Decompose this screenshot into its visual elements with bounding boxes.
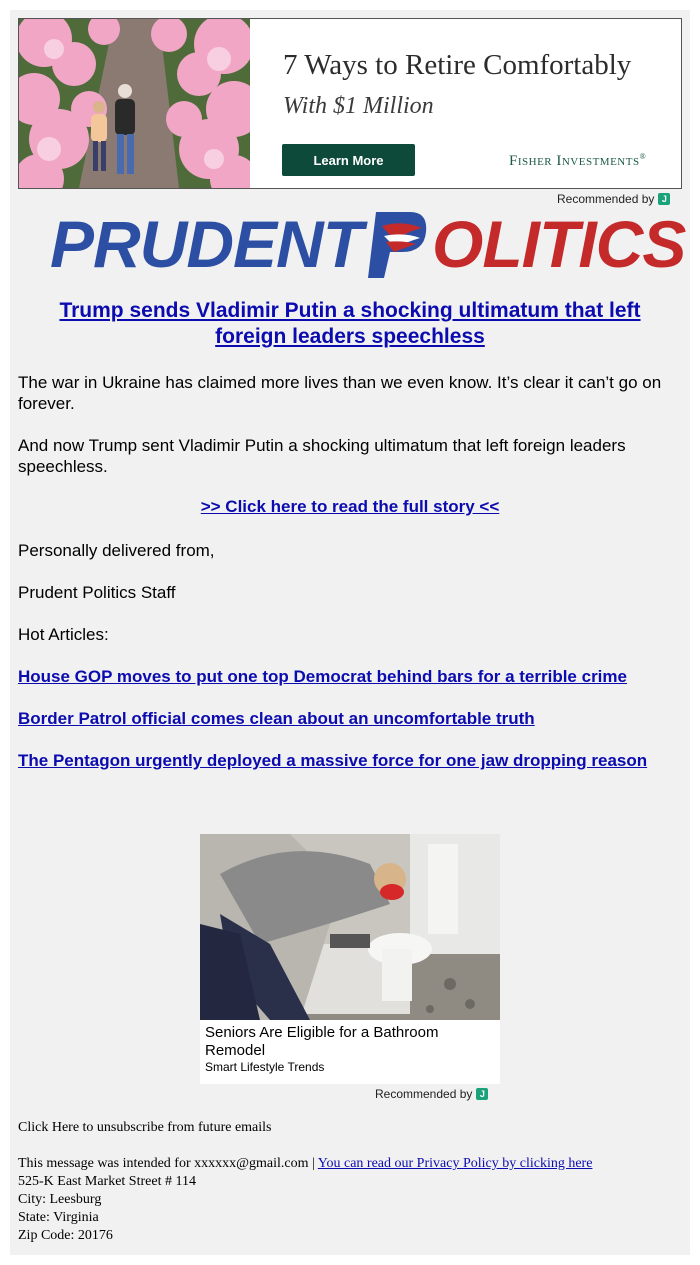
footer-state: State: Virginia bbox=[18, 1210, 99, 1225]
ad-source: Smart Lifestyle Trends bbox=[205, 1060, 325, 1074]
ad-brand-text: Fisher Investments bbox=[509, 153, 640, 169]
footer-zip: Zip Code: 20176 bbox=[18, 1228, 113, 1243]
hot-article-link-3[interactable]: The Pentagon urgently deployed a massive force for one jaw dropping reason bbox=[18, 751, 648, 770]
logo-text-prudent: PRUDENT bbox=[50, 207, 363, 281]
article-paragraph-1: The war in Ukraine has claimed more lives than we even know. It’s clear it can’t go on forever. bbox=[18, 373, 662, 413]
footer-address: 525-K East Market Street # 114 bbox=[18, 1174, 196, 1189]
intended-recipient-text: This message was intended for xxxxxx@gmail.com bbox=[18, 1156, 309, 1171]
ad-photo-couple-walking bbox=[19, 19, 250, 188]
ad-brand-name bbox=[509, 152, 646, 170]
signoff-line-1: Personally delivered from, bbox=[18, 541, 215, 560]
hot-articles-label: Hot Articles: bbox=[18, 625, 109, 644]
logo-eagle-p-icon bbox=[362, 206, 432, 282]
ad-subheadline: With $1 Million bbox=[283, 93, 434, 119]
footer-separator: | bbox=[312, 1156, 315, 1171]
footer-intended-line bbox=[18, 1156, 592, 1172]
ad-photo-bathroom-remodel bbox=[200, 834, 500, 1020]
email-body bbox=[10, 10, 690, 1255]
learn-more-button[interactable]: Learn More bbox=[282, 144, 415, 176]
recommended-by-top[interactable] bbox=[557, 192, 670, 206]
recommended-label: Recommended by bbox=[375, 1087, 473, 1101]
article-paragraph-2: And now Trump sent Vladimir Putin a shocking ultimatum that left foreign leaders speechless. bbox=[18, 436, 626, 476]
recommended-label: Recommended by bbox=[557, 192, 655, 206]
hot-article-link-2[interactable]: Border Patrol official comes clean about an uncomfortable truth bbox=[18, 709, 535, 728]
footer-city: City: Leesburg bbox=[18, 1192, 102, 1207]
registered-mark: ® bbox=[639, 152, 647, 161]
recommender-badge-icon: J bbox=[476, 1088, 488, 1100]
privacy-policy-link[interactable]: You can read our Privacy Policy by clicking here bbox=[317, 1156, 593, 1171]
read-full-story-link[interactable]: >> Click here to read the full story << bbox=[200, 497, 500, 516]
bottom-ad-card[interactable] bbox=[200, 834, 500, 1084]
ad-headline: 7 Ways to Retire Comfortably bbox=[283, 49, 632, 81]
article-headline-link[interactable]: Trump sends Vladimir Putin a shocking ultimatum that left foreign leaders speechless bbox=[59, 299, 641, 348]
ad-title: Seniors Are Eligible for a Bathroom Remodel bbox=[205, 1024, 439, 1059]
hot-article-link-1[interactable]: House GOP moves to put one top Democrat behind bars for a terrible crime bbox=[18, 667, 627, 686]
unsubscribe-link[interactable]: Click Here to unsubscribe from future emails bbox=[18, 1120, 272, 1135]
signoff-line-2: Prudent Politics Staff bbox=[18, 583, 176, 602]
logo-text-olitics: OLITICS bbox=[432, 207, 686, 281]
recommended-by-bottom[interactable] bbox=[375, 1087, 488, 1101]
top-ad-banner[interactable] bbox=[18, 18, 682, 189]
recommender-badge-icon: J bbox=[658, 193, 670, 205]
prudent-politics-logo[interactable] bbox=[50, 206, 686, 282]
